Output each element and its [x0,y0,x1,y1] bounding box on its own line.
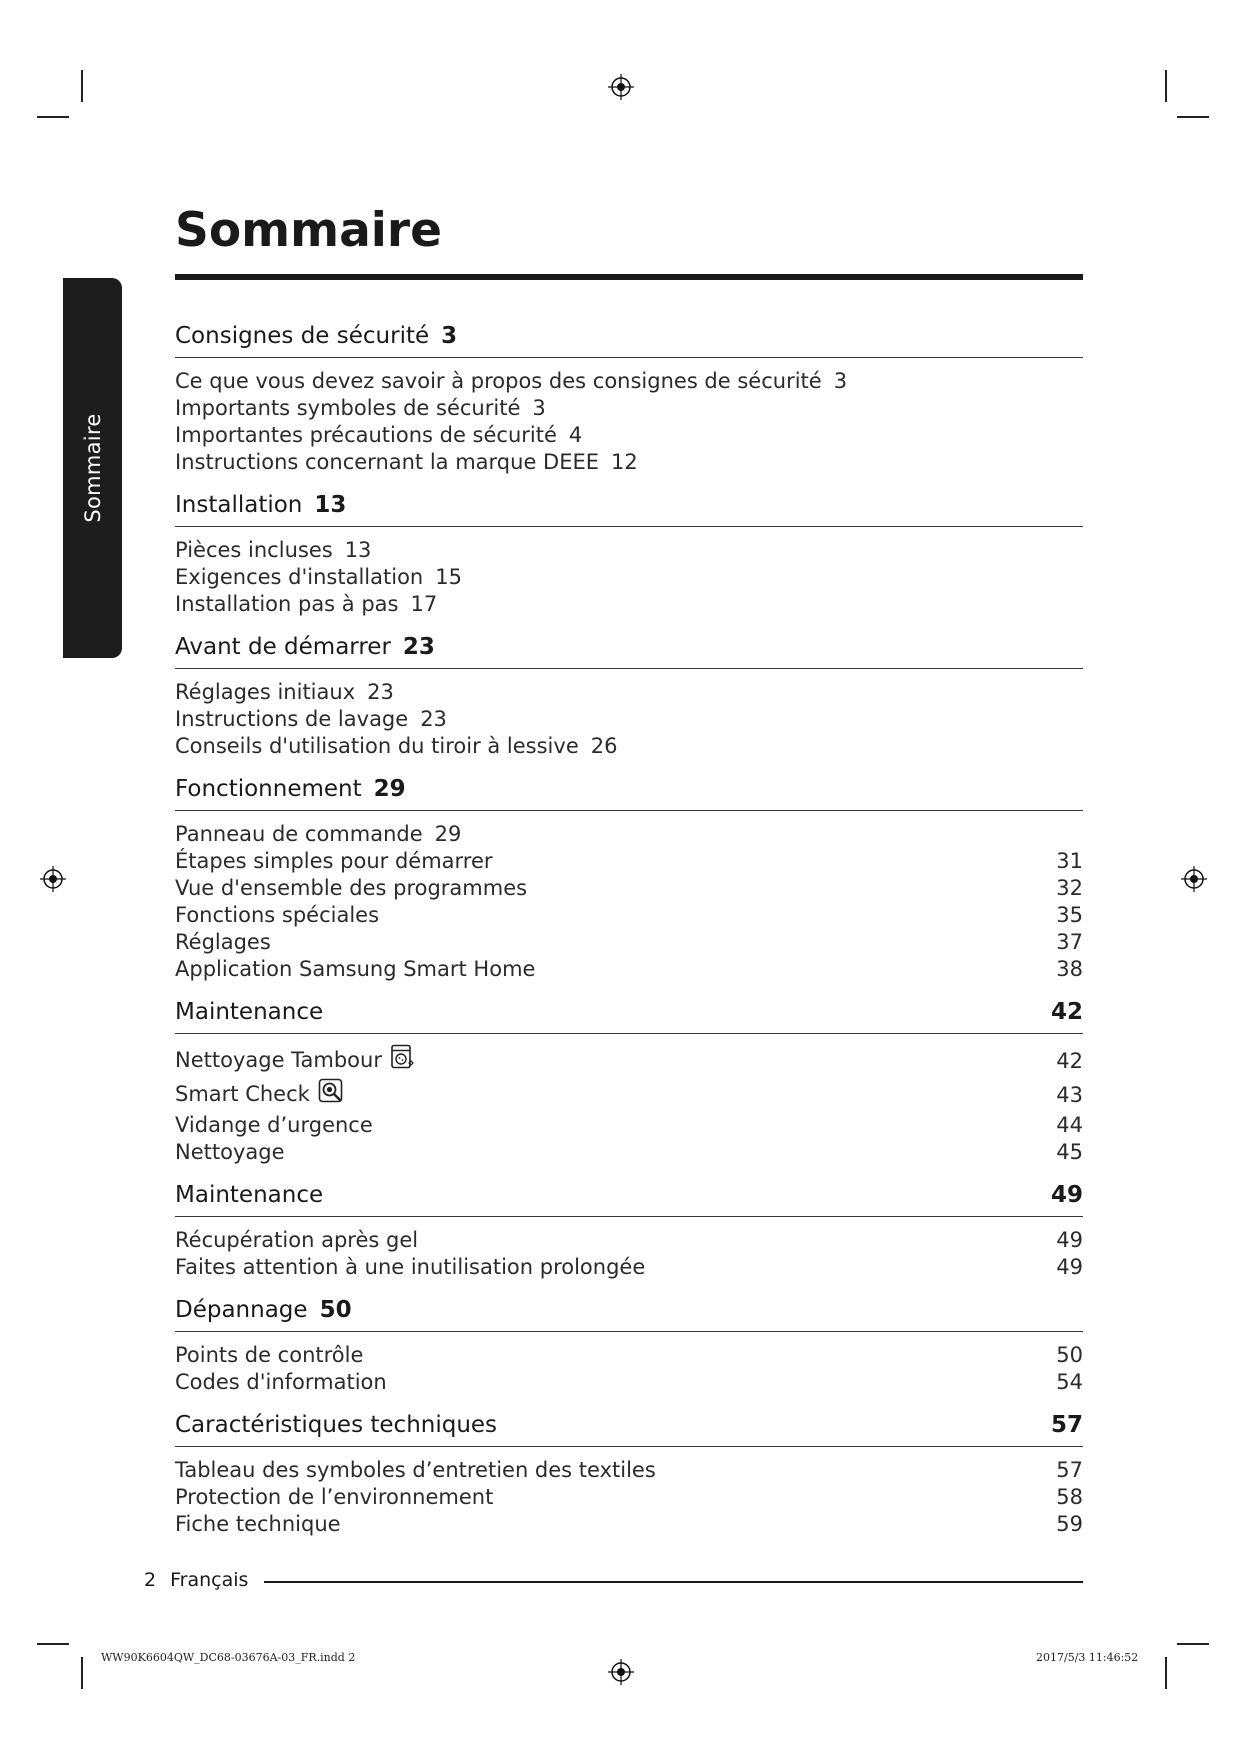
toc-entry-left [175,1511,341,1538]
registration-mark-icon [608,74,634,100]
toc-entry-label: Faites attention à une inutilisation prolongée [175,1255,646,1279]
crop-mark [1165,1657,1167,1689]
toc-entry-left [175,1484,493,1511]
toc-section [175,1180,1083,1281]
section-page-number: 57 [1050,1412,1083,1438]
toc-entry-page: 4 [568,423,583,447]
toc-entry-left [175,564,462,591]
toc-entry-left [175,733,617,760]
toc-entry-label: Nettoyage Tambour [175,1048,382,1072]
toc-entry-label: Fonctions spéciales [175,903,380,927]
section-heading [175,774,1083,811]
toc-entry-label: Smart Check [175,1082,310,1106]
section-heading [175,1180,1083,1217]
toc-entry-left [175,1369,387,1396]
toc-entry-page: 15 [435,565,462,589]
toc-entry-label: Importants symboles de sécurité [175,396,521,420]
section-title: Maintenance [175,999,324,1025]
section-heading [175,490,1083,527]
toc-entry-page: 54 [1056,1370,1083,1394]
toc-entry-page: 42 [1056,1048,1083,1073]
footer-language: Français [170,1569,249,1591]
toc-entry-left [175,1457,656,1484]
toc-entry-label: Pièces incluses [175,538,333,562]
toc-entry-left [175,1112,373,1139]
toc-entry-label: Étapes simples pour démarrer [175,849,493,873]
toc-entry-page: 45 [1056,1140,1083,1164]
toc-section [175,490,1083,618]
toc-entry-page: 17 [410,592,438,616]
toc-entry-label: Installation pas à pas [175,592,399,616]
toc-entry [175,368,1083,395]
section-heading-left [175,774,406,804]
toc-entry-left [175,679,394,706]
section-page-number: 13 [314,492,347,518]
toc-entry-label: Exigences d'installation [175,565,424,589]
toc-entry-left [175,591,437,618]
toc-entry-page: 29 [434,822,462,846]
section-title: Maintenance [175,1182,324,1208]
toc-entry [175,537,1083,564]
toc-entry-label: Codes d'information [175,1370,387,1394]
toc-entry [175,395,1083,422]
page-number: 2 [144,1569,157,1591]
toc-entry-left [175,956,535,983]
toc-entry [175,449,1083,476]
toc-entry-left [175,1254,645,1281]
section-heading [175,321,1083,358]
toc-entry-left [175,1044,415,1078]
drum-clean-icon [390,1044,415,1078]
toc-entry-page: 58 [1056,1485,1083,1509]
toc-entry-label: Importantes précautions de sécurité [175,423,557,447]
toc-entry-left [175,1342,363,1369]
registration-mark-icon [1181,866,1207,892]
toc-entry [175,422,1083,449]
toc-entry-page: 32 [1056,876,1083,900]
toc-entry-left [175,1139,285,1166]
toc-entry-label: Conseils d'utilisation du tiroir à lessive [175,734,579,758]
section-title: Avant de démarrer [175,634,391,660]
toc-entry [175,1511,1083,1538]
section-heading [175,1295,1083,1332]
toc-entry-page: 49 [1056,1228,1083,1252]
toc-entry [175,679,1083,706]
toc-entry-left [175,395,546,422]
section-page-number: 42 [1050,999,1083,1025]
page-footer [144,1569,1083,1591]
toc-entry [175,706,1083,733]
toc-entry-label: Vue d'ensemble des programmes [175,876,528,900]
toc-entry-page: 23 [367,680,394,704]
toc-entry-label: Instructions concernant la marque DEEE [175,450,600,474]
crop-mark [1177,116,1209,118]
toc-entry-page: 23 [420,707,447,731]
toc-entry-page: 12 [611,450,638,474]
section-page-number: 29 [373,776,406,802]
section-heading-left [175,321,457,351]
toc-entry [175,1369,1083,1396]
toc-entry-page: 38 [1056,957,1083,981]
toc-entry [175,821,1083,848]
toc-entry-left [175,1078,345,1112]
section-heading-left [175,632,435,662]
toc-entry [175,1254,1083,1281]
toc-section [175,321,1083,476]
title-rule [175,274,1083,280]
toc-entry [175,1078,1083,1112]
section-heading [175,632,1083,669]
section-page-number: 49 [1050,1182,1083,1208]
section-title: Fonctionnement [175,776,362,802]
registration-mark-icon [608,1659,634,1685]
toc-entry-page: 49 [1056,1255,1083,1279]
section-title: Installation [175,492,303,518]
section-page-number: 50 [319,1297,352,1323]
crop-mark [81,1657,83,1689]
toc-section [175,1410,1083,1538]
toc-entry-label: Ce que vous devez savoir à propos des consignes de sécurité [175,369,822,393]
registration-mark-icon [40,866,66,892]
toc-entry-page: 57 [1056,1458,1083,1482]
side-tab [63,278,122,658]
toc-entry [175,875,1083,902]
section-title: Caractéristiques techniques [175,1412,498,1438]
toc-entry-left [175,875,527,902]
toc-entry [175,1139,1083,1166]
toc-entry-page: 31 [1056,849,1083,873]
toc-entry [175,1457,1083,1484]
toc-entry-page: 35 [1056,903,1083,927]
side-tab-label: Sommaire [80,413,105,523]
toc-entry-label: Points de contrôle [175,1343,364,1367]
toc-entry-page: 26 [590,734,618,758]
toc-entry-page: 13 [344,538,372,562]
toc-entry-label: Tableau des symboles d’entretien des textiles [175,1458,656,1482]
toc-entry-page: 59 [1056,1512,1083,1536]
toc-entry-label: Vidange d’urgence [175,1113,373,1137]
toc-entry-page: 3 [532,396,546,420]
toc-section [175,774,1083,983]
toc-entry-left [175,902,379,929]
toc-entry [175,1484,1083,1511]
toc-entry [175,1342,1083,1369]
toc-entry-left [175,1227,418,1254]
toc-entry [175,564,1083,591]
section-heading-left [175,1180,323,1210]
toc-entry-page: 37 [1056,930,1083,954]
toc-entry-label: Fiche technique [175,1512,341,1536]
crop-mark [37,116,69,118]
toc-entry-left [175,848,493,875]
toc-entry-label: Instructions de lavage [175,707,409,731]
page-title: Sommaire [175,203,442,258]
section-title: Dépannage [175,1297,308,1323]
section-heading-left [175,1295,352,1325]
toc-entry-label: Panneau de commande [175,822,423,846]
smart-check-icon [318,1078,345,1112]
toc-entry [175,848,1083,875]
toc-entry [175,1227,1083,1254]
toc-entry-label: Réglages [175,930,271,954]
section-heading-left [175,997,323,1027]
toc-entry-page: 43 [1056,1082,1083,1107]
toc-entry [175,929,1083,956]
section-heading [175,997,1083,1034]
toc-entry [175,1044,1083,1078]
footer-rule [264,1581,1083,1583]
crop-mark [37,1643,69,1645]
toc-entry [175,902,1083,929]
crop-mark [81,70,83,102]
toc-entry [175,591,1083,618]
toc-entry [175,1112,1083,1139]
toc-entry-left [175,537,371,564]
section-heading [175,1410,1083,1447]
toc-entry [175,733,1083,760]
slug-file: WW90K6604QW_DC68-03676A-03_FR.indd 2 [101,1651,356,1664]
toc-entry-label: Protection de l’environnement [175,1485,494,1509]
toc-entry-left [175,422,582,449]
toc-section [175,1295,1083,1396]
toc-section [175,997,1083,1166]
section-page-number: 3 [441,323,458,349]
toc-entry-page: 50 [1056,1343,1083,1367]
toc-entry-page: 44 [1056,1113,1083,1137]
toc-section [175,632,1083,760]
toc-entry [175,956,1083,983]
section-heading-left [175,1410,497,1440]
crop-mark [1165,70,1167,102]
toc-entry-label: Réglages initiaux [175,680,356,704]
section-page-number: 23 [402,634,435,660]
toc-entry-left [175,821,461,848]
toc-entry-left [175,368,847,395]
toc-entry-left [175,929,271,956]
toc-entry-label: Nettoyage [175,1140,285,1164]
toc-entry-left [175,706,447,733]
toc-entry-page: 3 [833,369,848,393]
toc-entry-left [175,449,638,476]
crop-mark [1177,1643,1209,1645]
toc-entry-label: Application Samsung Smart Home [175,957,536,981]
table-of-contents [175,321,1083,1552]
slug-datetime: 2017/5/3 11:46:52 [1036,1651,1139,1664]
toc-entry-label: Récupération après gel [175,1228,419,1252]
section-heading-left [175,490,346,520]
section-title: Consignes de sécurité [175,323,430,349]
